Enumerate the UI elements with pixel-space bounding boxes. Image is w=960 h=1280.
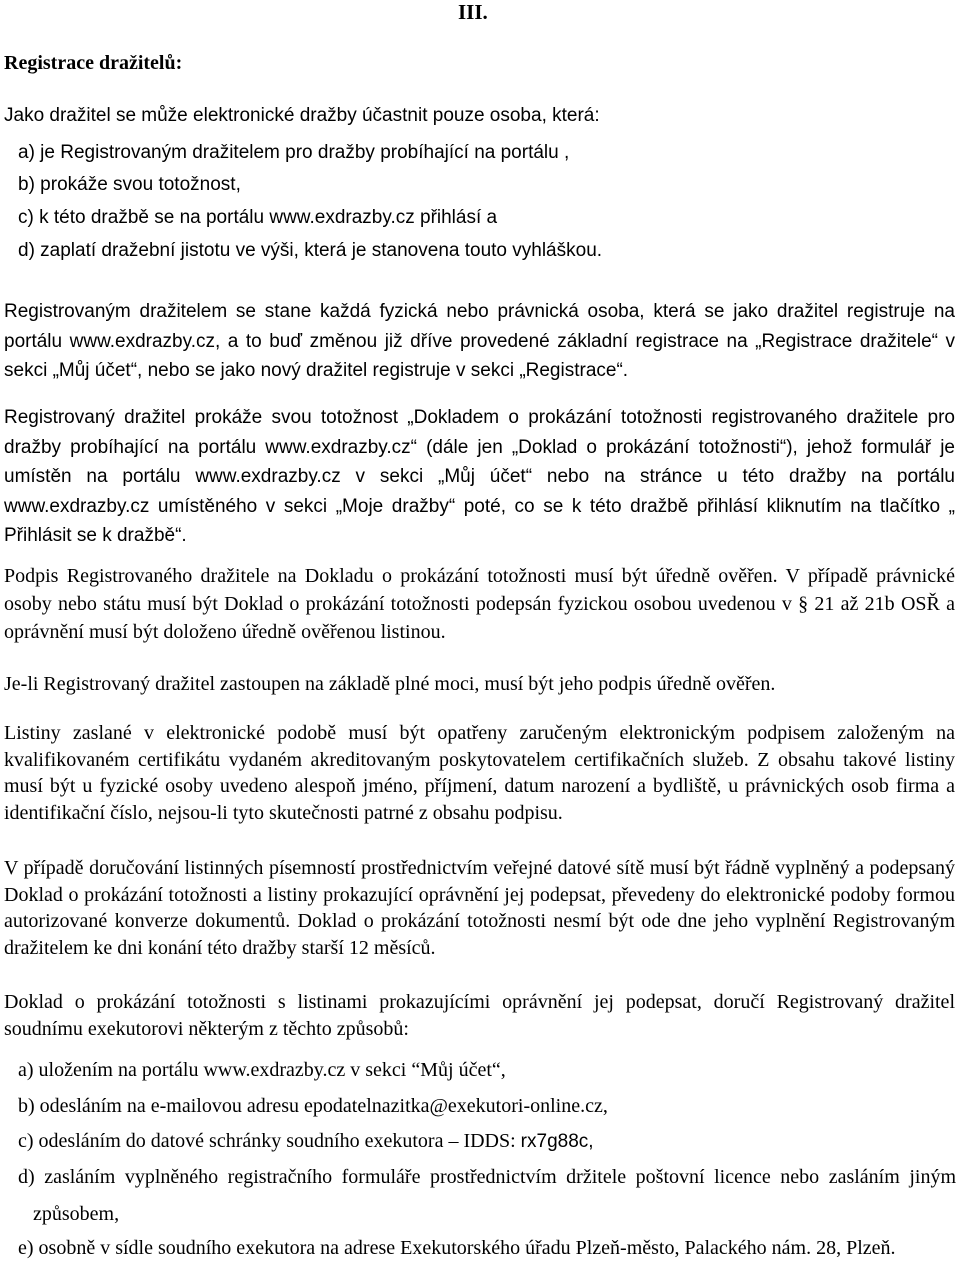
databox-id: rx7g88c, xyxy=(520,1131,594,1152)
delivery-method-b: b) odesláním na e-mailovou adresu epodatelnazitka@exekutori-online.cz, xyxy=(18,1095,608,1117)
condition-c: c) k této dražbě se na portálu www.exdrazby.cz přihlásí a xyxy=(18,207,498,228)
paragraph-delivery-intro: Doklad o prokázání totožnosti s listinami prokazujícími oprávnění jej podepsat, doručí Registrovaný dražitel soudnímu exekutorovi některým z těchto způsobů: xyxy=(4,991,955,1040)
paragraph-public-data-network: V případě doručování listinných písemností prostřednictvím veřejné datové sítě musí být řádně vyplněný a podepsaný Doklad o prokázání totožnosti a listiny prokazující oprávnění jej podepsat, převedeny do elektronické podoby formou autorizované konverze dokumentů. Doklad o prokázání totožnosti nesmí být ode dne jeho vyplnění Registrovaným dražitelem ke dni konání této dražby starší 12 měsíců. xyxy=(4,857,955,959)
delivery-method-e: e) osobně v sídle soudního exekutora na adrese Exekutorského úřadu Plzeň-město, Palackého nám. 28, Plzeň. xyxy=(18,1237,896,1259)
delivery-method-d: d) zasláním vyplněného registračního formuláře prostřednictvím držitele poštovní licence nebo zasláním jiným způsobem, xyxy=(18,1166,956,1225)
paragraph-registered-bidder: Registrovaným dražitelem se stane každá fyzická nebo právnická osoba, která se jako dražitel registruje na portálu www.exdrazby.cz, a to buď změnou již dříve provedené základní registrace na „Registrace dražitele“ v sekci „Můj účet“, nebo se jako nový dražitel registruje v sekci „Registrace“. xyxy=(4,301,955,381)
delivery-method-c-label: c) odesláním do datové schránky soudního exekutora – IDDS: xyxy=(18,1130,521,1152)
condition-b: b) prokáže svou totožnost, xyxy=(18,174,241,195)
delivery-method-c xyxy=(18,1123,956,1160)
section-number: III. xyxy=(458,0,488,24)
paragraph-power-of-attorney: Je-li Registrovaný dražitel zastoupen na základě plné moci, musí být jeho podpis úředně ověřen. xyxy=(4,673,776,695)
intro-text: Jako dražitel se může elektronické dražby účastnit pouze osoba, která: xyxy=(4,105,600,126)
condition-d: d) zaplatí dražební jistotu ve výši, která je stanovena touto vyhláškou. xyxy=(18,240,603,261)
paragraph-electronic-documents: Listiny zaslané v elektronické podobě musí být opatřeny zaručeným elektronickým podpisem založeným na kvalifikovaném certifikátu vydaném akreditovaným poskytovatelem certifikačních služeb. Z obsahu takové listiny musí být u fyzické osoby uvedeno alespoň jméno, příjmení, datum narození a bydliště, u právnických osob firma a identifikační číslo, nejsou-li tyto skutečnosti patrné z obsahu podpisu. xyxy=(4,722,955,824)
paragraph-signature: Podpis Registrovaného dražitele na Dokladu o prokázání totožnosti musí být úředně ověřen. V případě právnické osoby nebo státu musí být Doklad o prokázání totožnosti podepsán fyzickou osobou uvedenou v § 21 až 21b OSŘ a oprávnění musí být doloženo úředně ověřenou listinou. xyxy=(4,565,955,643)
delivery-method-a: a) uložením na portálu www.exdrazby.cz v sekci “Můj účet“, xyxy=(18,1059,506,1081)
section-heading: Registrace dražitelů: xyxy=(4,52,183,74)
condition-a: a) je Registrovaným dražitelem pro dražby probíhající na portálu , xyxy=(18,142,570,163)
paragraph-identity-proof: Registrovaný dražitel prokáže svou totožnost „Dokladem o prokázání totožnosti registrovaného dražitele pro dražby probíhající na portálu www.exdrazby.cz“ (dále jen „Doklad o prokázání totožnosti“), jehož formulář je umístěn na portálu www.exdrazby.cz v sekci „Můj účet“ nebo na stránce u této dražby na portálu www.exdrazby.cz umístěného v sekci „Moje dražby“ poté, co se k této dražbě přihlásí kliknutím na tlačítko „ Přihlásit se k dražbě“. xyxy=(4,407,955,546)
